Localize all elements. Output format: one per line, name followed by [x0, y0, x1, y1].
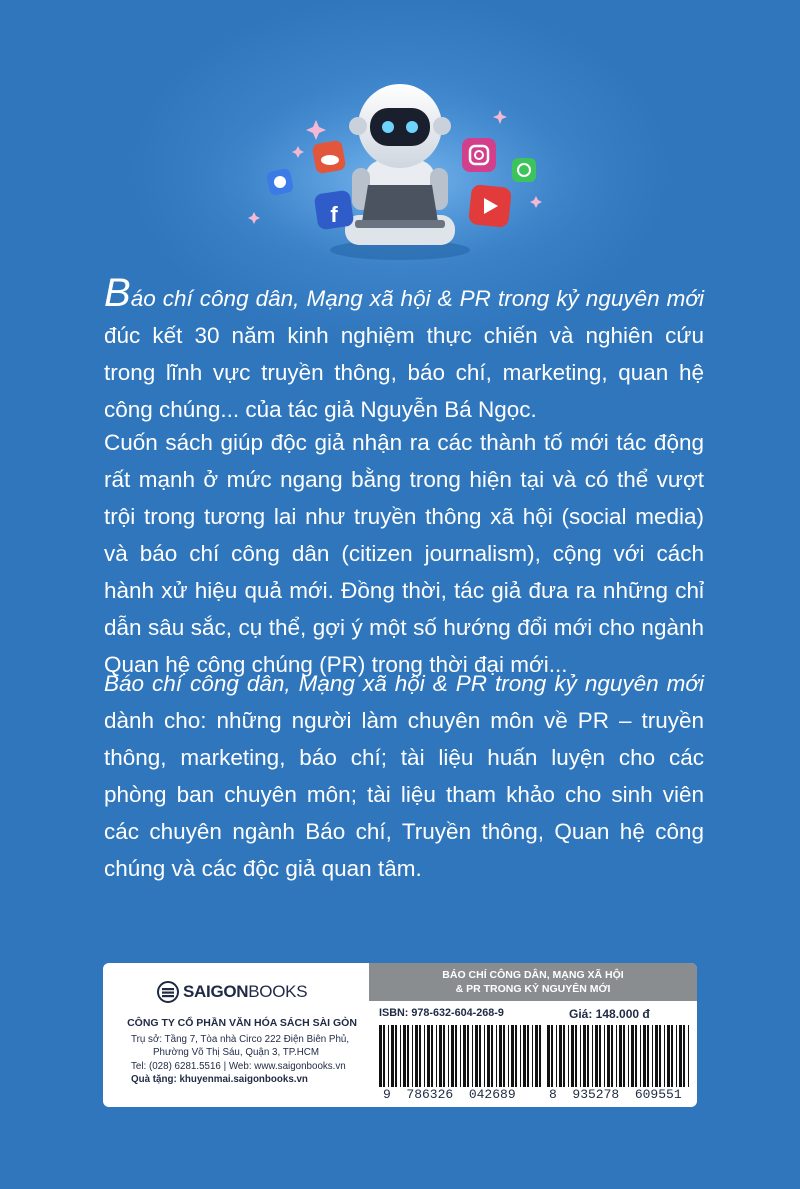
logo-text-light: BOOKS — [248, 982, 308, 1001]
barcode-bar — [455, 1025, 457, 1087]
barcode-bar — [607, 1025, 610, 1087]
address-line: Trụ sở: Tầng 7, Tòa nhà Circo 222 Điện Biên Phủ, — [131, 1034, 350, 1045]
barcode-bar — [403, 1025, 406, 1087]
ean-barcode — [547, 1025, 691, 1087]
paragraph-line: trội trong tương lai như truyền thông xã hội (social media) — [104, 504, 704, 529]
barcode-bar — [388, 1025, 389, 1087]
summary-paragraph — [104, 424, 704, 683]
book-title-italic: Báo chí công dân, Mạng xã hội & PR trong kỷ nguyên mới — [104, 671, 704, 696]
barcode-bar — [664, 1025, 665, 1087]
paragraph-line: thông, marketing, báo chí; tài liệu huấn luyện cho các — [104, 745, 704, 770]
barcode-bar — [580, 1025, 581, 1087]
barcode-bar — [688, 1025, 689, 1087]
barcode-bar — [635, 1025, 637, 1087]
paragraph-line: rất mạnh ở mức ngang bằng trong hiện tại và có thể vượt — [104, 467, 704, 492]
barcode-bar — [460, 1025, 461, 1087]
address-line: Phường Võ Thị Sáu, Quận 3, TP.HCM — [153, 1047, 320, 1059]
barcode-bar — [472, 1025, 473, 1087]
paragraph-line: dẫn sâu sắc, cụ thể, gợi ý một số hướng đổi mới cho ngành — [104, 615, 704, 640]
saigonbooks-logo-icon — [157, 981, 179, 1003]
book-title-line: & PR TRONG KỶ NGUYÊN MỚI — [455, 983, 611, 995]
barcode-bar — [520, 1025, 521, 1087]
barcode-bar — [475, 1025, 478, 1087]
paragraph-line: phòng ban chuyên môn; tài liệu tham khảo cho sinh viên — [104, 782, 704, 807]
barcode-digits: 9 786326 042689 — [383, 1087, 516, 1102]
paragraph-line: công chúng... của tác giả Nguyễn Bá Ngọc. — [104, 397, 537, 422]
barcode-bar — [508, 1025, 509, 1087]
isbn-barcode — [379, 1025, 541, 1087]
barcode-bar — [496, 1025, 497, 1087]
whatsapp-icon — [512, 158, 536, 182]
book-title-line: BÁO CHÍ CÔNG DÂN, MẠNG XÃ HỘI — [442, 969, 624, 981]
barcode-bar — [571, 1025, 574, 1087]
barcode-bar — [535, 1025, 538, 1087]
barcode-bar — [383, 1025, 385, 1087]
barcode-bar — [592, 1025, 593, 1087]
barcode-bar — [523, 1025, 526, 1087]
paragraph-line: Cuốn sách giúp độc giả nhận ra các thành tố mới tác động — [104, 430, 704, 455]
barcode-bar — [499, 1025, 502, 1087]
barcode-bar — [511, 1025, 514, 1087]
soundcloud-icon — [312, 140, 347, 175]
barcode-bar — [463, 1025, 466, 1087]
company-name: CÔNG TY CỔ PHẦN VĂN HÓA SÁCH SÀI GÒN — [127, 1017, 357, 1029]
barcode-bar — [400, 1025, 401, 1087]
svg-text:f: f — [330, 202, 338, 227]
barcode-bar — [631, 1025, 634, 1087]
paragraph-line: trong lĩnh vực truyền thông, báo chí, marketing, quan hệ — [104, 360, 704, 385]
barcode-bar — [575, 1025, 577, 1087]
logo-text-bold: SAIGON — [183, 982, 249, 1001]
barcode-bar — [667, 1025, 670, 1087]
barcode-bar — [676, 1025, 677, 1087]
barcode-bar — [424, 1025, 425, 1087]
audience-paragraph — [104, 665, 704, 887]
barcode-bar — [487, 1025, 490, 1087]
paragraph-line: và báo chí công dân (citizen journalism), cộng với cách — [104, 541, 704, 566]
barcode-bar — [391, 1025, 394, 1087]
barcode-bar — [652, 1025, 653, 1087]
book-title-italic: áo chí công dân, Mạng xã hội & PR trong kỷ nguyên mới — [130, 286, 704, 311]
barcode-bar — [527, 1025, 529, 1087]
paragraph-line: đúc kết 30 năm kinh nghiệm thực chiến và nghiên cứu — [104, 323, 704, 348]
barcode-bar — [583, 1025, 586, 1087]
barcode-bar — [611, 1025, 613, 1087]
barcode-bar — [628, 1025, 629, 1087]
barcode-bar — [484, 1025, 485, 1087]
barcode-bar — [395, 1025, 397, 1087]
contact-line: Tel: (028) 6281.5516 | Web: www.saigonbooks.vn — [131, 1060, 346, 1072]
barcode-bar — [415, 1025, 418, 1087]
barcode-bar — [556, 1025, 557, 1087]
barcode-bar — [407, 1025, 409, 1087]
barcode-bar — [671, 1025, 673, 1087]
barcode-bar — [443, 1025, 445, 1087]
barcode-bar — [491, 1025, 493, 1087]
barcode-bar — [379, 1025, 382, 1087]
barcode-bar — [623, 1025, 625, 1087]
barcode-bar — [604, 1025, 605, 1087]
youtube-icon — [468, 184, 512, 228]
barcode-bar — [559, 1025, 562, 1087]
barcode-bar — [503, 1025, 505, 1087]
publisher-panel — [103, 963, 697, 1107]
barcode-bar — [563, 1025, 565, 1087]
intro-paragraph — [104, 271, 704, 428]
barcode-bar — [679, 1025, 682, 1087]
barcode-bar — [683, 1025, 685, 1087]
barcode-bar — [439, 1025, 442, 1087]
barcode-bar — [532, 1025, 533, 1087]
barcode-bar — [616, 1025, 617, 1087]
barcode-bar — [451, 1025, 454, 1087]
drop-cap: B — [104, 271, 131, 315]
barcode-bar — [479, 1025, 481, 1087]
barcode-bar — [619, 1025, 622, 1087]
paragraph-line: chúng và các độc giả quan tâm. — [104, 856, 422, 881]
publisher-logo — [157, 979, 347, 1005]
gift-line: Quà tặng: khuyenmai.saigonbooks.vn — [131, 1074, 308, 1086]
barcode-bar — [412, 1025, 413, 1087]
barcode-bar — [436, 1025, 437, 1087]
barcode-bar — [659, 1025, 661, 1087]
barcode-bar — [547, 1025, 550, 1087]
paragraph-line: hành xử hiệu quả mới. Đồng thời, tác giả đưa ra những chỉ — [104, 578, 704, 603]
publisher-address — [131, 1033, 367, 1087]
barcode-bar — [647, 1025, 649, 1087]
barcode-bar — [419, 1025, 421, 1087]
barcode-bar — [587, 1025, 589, 1087]
paragraph-line: dành cho: những người làm chuyên môn về PR – truyền — [104, 708, 704, 733]
barcode-bar — [655, 1025, 658, 1087]
facebook-icon — [314, 190, 355, 231]
instagram-icon — [462, 138, 496, 172]
isbn-label: ISBN: 978-632-604-268-9 — [379, 1007, 504, 1019]
barcode-bar — [568, 1025, 569, 1087]
barcode-bar — [595, 1025, 598, 1087]
barcode-bar — [467, 1025, 469, 1087]
price-label: Giá: 148.000 đ — [569, 1007, 650, 1021]
barcode-bar — [427, 1025, 430, 1087]
barcode-bar — [448, 1025, 449, 1087]
barcode-bar — [640, 1025, 641, 1087]
barcode-digits: 8 935278 609551 — [549, 1087, 682, 1102]
cover-illustration — [0, 0, 800, 270]
barcode-bar — [515, 1025, 517, 1087]
barcode-bar — [599, 1025, 601, 1087]
paragraph-line: các chuyên ngành Báo chí, Truyền thông, Quan hệ công — [104, 819, 704, 844]
barcode-bar — [431, 1025, 433, 1087]
barcode-bar — [539, 1025, 541, 1087]
paragraph-line: Quan hệ công chúng (PR) trong thời đại mới... — [104, 652, 568, 677]
book-title-bar — [369, 963, 697, 1001]
barcode-bar — [643, 1025, 646, 1087]
barcode-bar — [551, 1025, 553, 1087]
